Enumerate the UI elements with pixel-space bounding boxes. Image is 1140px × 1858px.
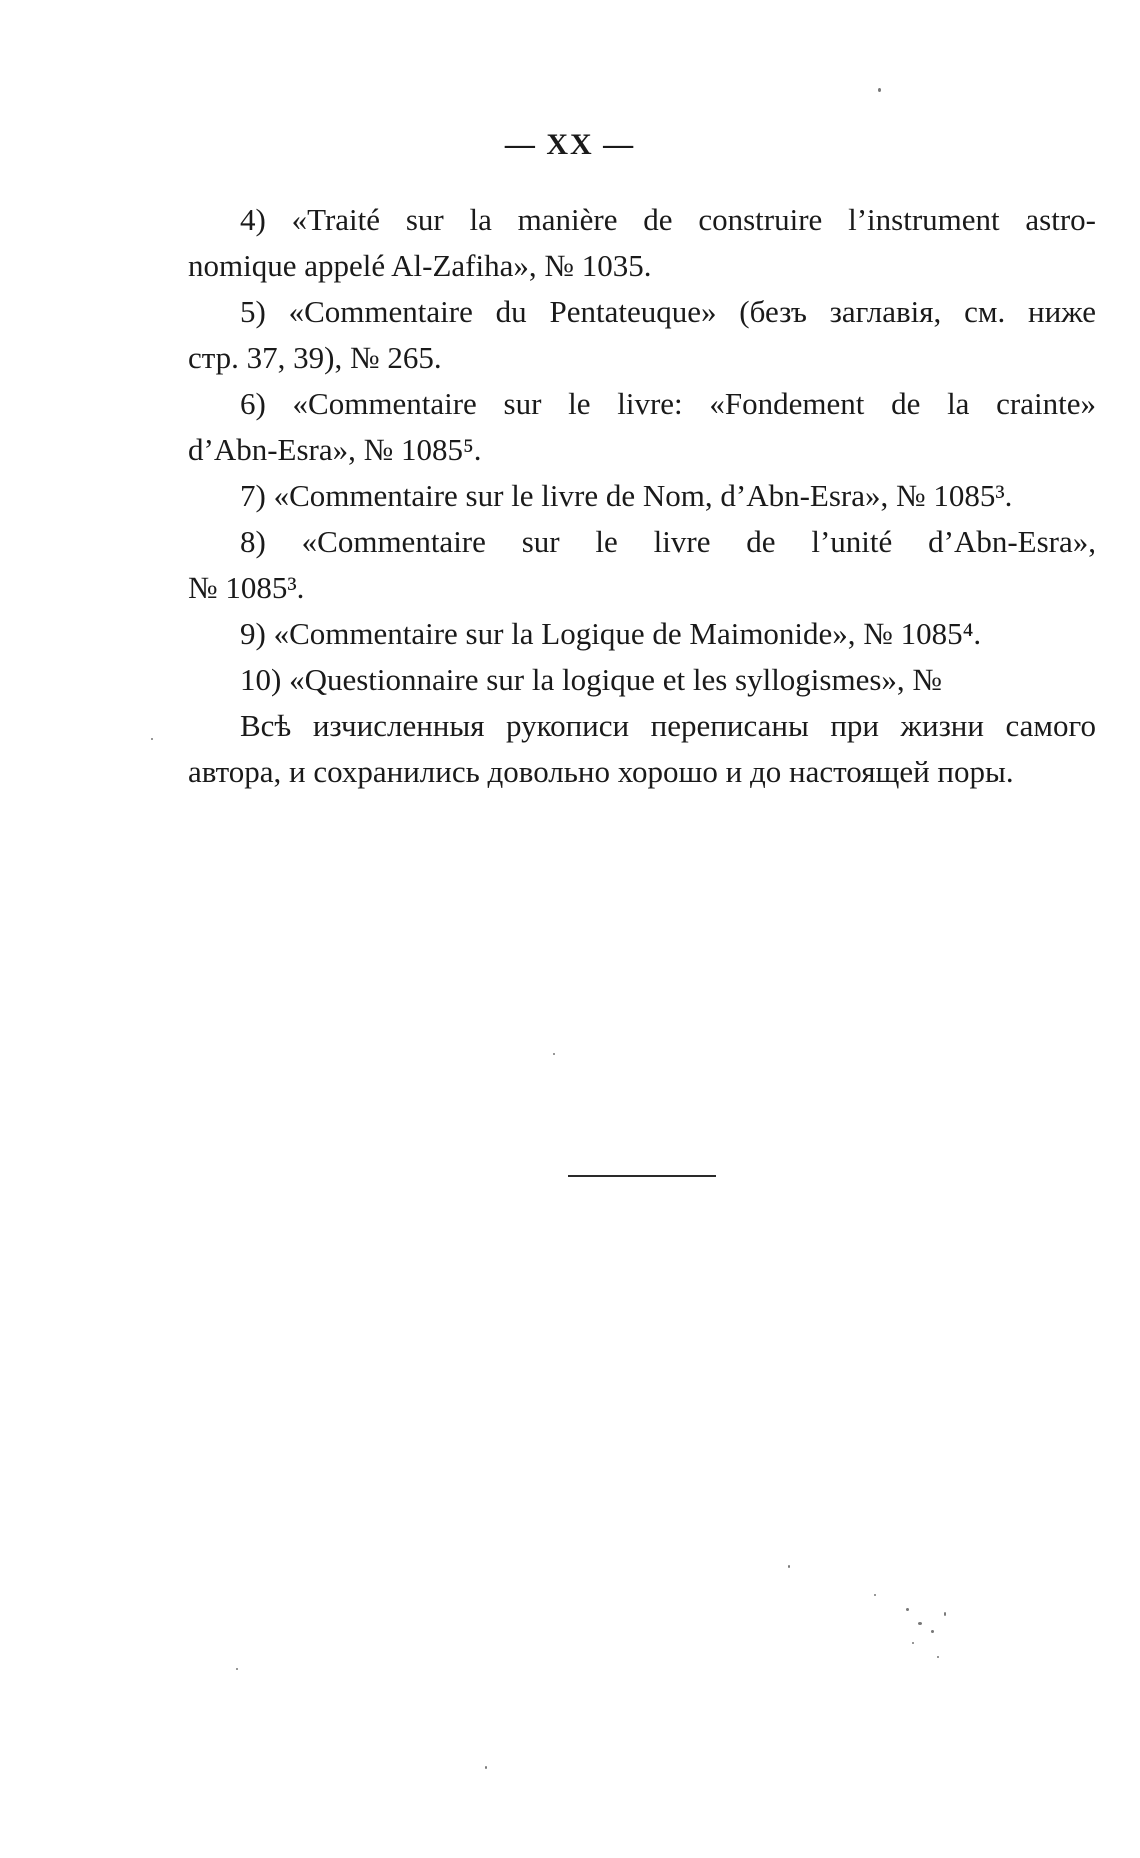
scan-speck	[151, 738, 153, 740]
list-item-line: d’Abn-Esra», № 1085⁵.	[188, 432, 482, 467]
closing-line: Всѣ изчисленныя рукописи переписаны при жизни самого	[240, 708, 1096, 743]
scan-speck	[874, 1594, 876, 1596]
closing-line: автора, и сохранились довольно хорошо и до настоящей поры.	[188, 754, 1014, 789]
scan-speck	[236, 1668, 238, 1670]
scan-speck	[912, 1642, 914, 1644]
scan-speck	[918, 1622, 922, 1625]
scan-speck	[788, 1565, 790, 1568]
scan-speck	[553, 1053, 555, 1055]
closing-paragraph	[188, 703, 1096, 795]
scan-speck	[937, 1656, 939, 1658]
list-item-line: 6) «Commentaire sur le livre: «Fondement de la crainte»	[240, 386, 1096, 421]
list-item	[188, 381, 1096, 473]
list-item-line: 5) «Commentaire du Pentateuque» (безъ заглавія, см. ниже	[240, 294, 1096, 329]
list-item	[188, 519, 1096, 611]
section-end-rule	[568, 1175, 716, 1177]
list-item-line: 9) «Commentaire sur la Logique de Maimonide», № 1085⁴.	[240, 616, 982, 651]
page-number: — XX —	[504, 128, 636, 161]
scan-speck	[485, 1766, 487, 1769]
list-item-line: nomique appelé Al-Zafiha», № 1035.	[188, 248, 652, 283]
list-item-line: 8) «Commentaire sur le livre de l’unité d’Abn-Esra»,	[240, 524, 1096, 559]
list-item	[188, 473, 1096, 519]
list-item-line: 4) «Traité sur la manière de construire l’instrument astro-	[240, 202, 1096, 237]
list-item	[188, 197, 1096, 289]
list-item	[188, 611, 1096, 657]
scan-speck	[878, 88, 881, 92]
scan-speck	[906, 1608, 909, 1611]
list-item	[188, 289, 1096, 381]
body-text	[188, 197, 1096, 795]
list-item-line: 10) «Questionnaire sur la logique et les syllogismes», №	[240, 662, 942, 697]
list-item	[188, 657, 1096, 703]
list-item-line: № 1085³.	[188, 570, 305, 605]
scan-speck	[944, 1612, 946, 1616]
list-item-line: стр. 37, 39), № 265.	[188, 340, 442, 375]
list-item-line: 7) «Commentaire sur le livre de Nom, d’Abn-Esra», № 1085³.	[240, 478, 1013, 513]
scan-speck	[931, 1630, 934, 1633]
